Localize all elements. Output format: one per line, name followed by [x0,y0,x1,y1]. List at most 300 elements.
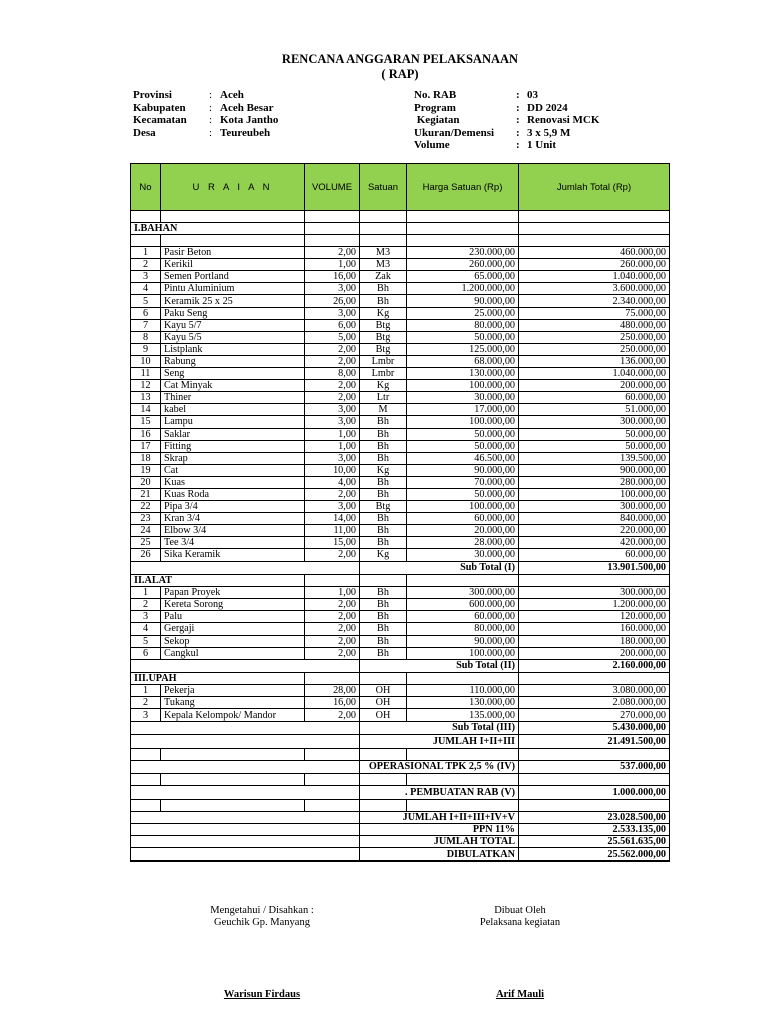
item-volume: 15,00 [305,537,360,549]
table-row [131,599,670,611]
item-total: 300.000,00 [519,501,670,513]
table-row [131,247,670,259]
col-header-no: No [131,164,161,211]
item-no: 26 [131,549,161,561]
blank-cell [131,774,161,786]
item-total: 270.000,00 [519,709,670,721]
blank-cell [161,799,305,811]
item-volume: 1,00 [305,428,360,440]
item-no: 11 [131,368,161,380]
item-unit-price: 125.000,00 [407,343,519,355]
blank-cell [360,799,407,811]
item-unit-price: 110.000,00 [407,685,519,697]
item-volume: 2,00 [305,709,360,721]
preparer-caption: Dibuat Oleh [494,905,546,916]
info-value: 1 Unit [527,139,557,151]
total-row [131,561,670,575]
blank-cell [519,748,670,760]
item-total: 60.000,00 [519,549,670,561]
blank-cell [305,774,360,786]
total-spacer [131,721,360,735]
item-no: 8 [131,331,161,343]
item-volume: 2,00 [305,635,360,647]
table-row [131,476,670,488]
item-total: 420.000,00 [519,537,670,549]
item-total: 60.000,00 [519,392,670,404]
item-unit-price: 100.000,00 [407,380,519,392]
item-unit-price: 130.000,00 [407,697,519,709]
total-row [131,835,670,847]
blank-cell [305,748,360,760]
item-no: 2 [131,599,161,611]
item-volume: 2,00 [305,599,360,611]
blank-row [131,235,670,247]
item-unit: Zak [360,271,407,283]
total-row [131,786,670,800]
item-unit-price: 130.000,00 [407,368,519,380]
info-value: Kota Jantho [220,114,279,126]
item-no: 2 [131,697,161,709]
item-unit-price: 50.000,00 [407,428,519,440]
table-row [131,697,670,709]
table-row [131,307,670,319]
blank-row [131,211,670,223]
blank-cell [407,799,519,811]
total-spacer [131,735,360,749]
blank-cell [360,235,407,247]
total-label: OPERASIONAL TPK 2,5 % (IV) [360,760,519,774]
table-row [131,283,670,295]
blank-cell [161,774,305,786]
item-unit-price: 46.500,00 [407,452,519,464]
blank-cell [161,748,305,760]
item-total: 300.000,00 [519,416,670,428]
item-no: 25 [131,537,161,549]
info-separator: : [516,89,520,101]
item-unit-price: 90.000,00 [407,464,519,476]
item-unit: Bh [360,440,407,452]
item-description: Rabung [161,355,305,367]
table-header-row [131,164,670,211]
total-label: PPN 11% [360,823,519,835]
item-unit: Kg [360,307,407,319]
item-total: 840.000,00 [519,513,670,525]
total-label: Sub Total (I) [360,561,519,575]
table-row [131,513,670,525]
item-unit-price: 230.000,00 [407,247,519,259]
item-total: 280.000,00 [519,476,670,488]
item-total: 1.040.000,00 [519,271,670,283]
item-unit: Lmbr [360,368,407,380]
blank-cell [305,211,360,223]
item-volume: 5,00 [305,331,360,343]
item-unit: Kg [360,464,407,476]
blank-cell [360,575,407,587]
item-volume: 14,00 [305,513,360,525]
item-no: 6 [131,647,161,659]
col-header-harga-satuan: Harga Satuan (Rp) [407,164,519,211]
item-volume: 3,00 [305,283,360,295]
section-title: II.ALAT [131,575,305,587]
info-value: 3 x 5,9 M [527,126,571,139]
total-row [131,659,670,673]
item-description: kabel [161,404,305,416]
item-unit: Bh [360,428,407,440]
item-unit-price: 28.000,00 [407,537,519,549]
item-no: 14 [131,404,161,416]
approver-name: Warisun Firdaus [223,989,301,1000]
item-total: 160.000,00 [519,623,670,635]
item-unit: M [360,404,407,416]
item-total: 2.080.000,00 [519,697,670,709]
item-no: 9 [131,343,161,355]
blank-cell [305,799,360,811]
item-description: Tukang [161,697,305,709]
item-no: 6 [131,307,161,319]
item-description: Keramik 25 x 25 [161,295,305,307]
blank-cell [131,235,161,247]
item-unit: Bh [360,611,407,623]
total-spacer [131,847,360,861]
table-row [131,319,670,331]
item-unit-price: 30.000,00 [407,392,519,404]
item-unit: Bh [360,599,407,611]
item-unit-price: 70.000,00 [407,476,519,488]
item-no: 5 [131,635,161,647]
item-description: Palu [161,611,305,623]
preparer-name: Arif Mauli [495,989,545,1000]
item-unit-price: 25.000,00 [407,307,519,319]
document-title-line2: ( RAP) [381,67,419,81]
item-volume: 2,00 [305,549,360,561]
total-spacer [131,823,360,835]
approver-title: Geuchik Gp. Manyang [214,917,310,928]
item-no: 7 [131,319,161,331]
info-separator: : [209,114,213,126]
col-header-uraian: U R A I A N [161,164,305,211]
info-separator: : [209,126,213,139]
info-label: No. RAB [414,89,457,101]
item-description: Kran 3/4 [161,513,305,525]
table-row [131,488,670,500]
item-total: 100.000,00 [519,488,670,500]
total-row [131,847,670,861]
item-unit-price: 300.000,00 [407,587,519,599]
rap-table [130,163,670,862]
item-unit: Bh [360,452,407,464]
item-description: Kepala Kelompok/ Mandor [161,709,305,721]
total-value: 25.561.635,00 [519,835,670,847]
item-unit-price: 100.000,00 [407,501,519,513]
item-unit: Bh [360,295,407,307]
item-total: 460.000,00 [519,247,670,259]
item-unit: M3 [360,247,407,259]
total-label: . PEMBUATAN RAB (V) [360,786,519,800]
item-unit-price: 20.000,00 [407,525,519,537]
item-description: Elbow 3/4 [161,525,305,537]
item-unit: OH [360,709,407,721]
item-no: 21 [131,488,161,500]
item-total: 900.000,00 [519,464,670,476]
blank-cell [407,748,519,760]
total-row [131,721,670,735]
item-no: 4 [131,283,161,295]
item-total: 51.000,00 [519,404,670,416]
item-unit-price: 50.000,00 [407,488,519,500]
total-value: 5.430.000,00 [519,721,670,735]
total-value: 537.000,00 [519,760,670,774]
total-value: 13.901.500,00 [519,561,670,575]
blank-cell [360,673,407,685]
item-description: Kayu 5/5 [161,331,305,343]
info-label: Kegiatan [414,114,460,126]
item-unit: Kg [360,549,407,561]
item-volume: 3,00 [305,307,360,319]
item-description: Sika Keramik [161,549,305,561]
item-total: 2.340.000,00 [519,295,670,307]
item-unit: Lmbr [360,355,407,367]
total-label: Sub Total (II) [360,659,519,673]
info-separator: : [209,101,213,114]
item-unit: OH [360,685,407,697]
item-total: 3.080.000,00 [519,685,670,697]
item-no: 13 [131,392,161,404]
info-value: DD 2024 [527,101,568,114]
item-volume: 6,00 [305,319,360,331]
total-row [131,735,670,749]
total-label: JUMLAH I+II+III [360,735,519,749]
blank-cell [407,673,519,685]
table-row [131,623,670,635]
item-total: 50.000,00 [519,428,670,440]
info-label: Volume [414,139,450,151]
table-row [131,440,670,452]
item-unit-price: 90.000,00 [407,635,519,647]
item-no: 15 [131,416,161,428]
blank-cell [519,211,670,223]
section-title: I.BAHAN [131,223,305,235]
item-volume: 2,00 [305,611,360,623]
blank-cell [407,235,519,247]
table-row [131,537,670,549]
item-unit: Bh [360,587,407,599]
item-unit-price: 90.000,00 [407,295,519,307]
info-label: Program [414,101,456,114]
item-unit-price: 60.000,00 [407,611,519,623]
info-label: Kecamatan [133,114,187,126]
item-no: 1 [131,247,161,259]
item-description: Pekerja [161,685,305,697]
item-no: 22 [131,501,161,513]
item-no: 1 [131,685,161,697]
item-no: 20 [131,476,161,488]
item-volume: 10,00 [305,464,360,476]
item-description: Pipa 3/4 [161,501,305,513]
item-unit-price: 80.000,00 [407,623,519,635]
blank-cell [519,223,670,235]
blank-cell [407,223,519,235]
item-volume: 3,00 [305,501,360,513]
item-unit-price: 50.000,00 [407,440,519,452]
item-volume: 2,00 [305,392,360,404]
table-row [131,331,670,343]
blank-cell [519,235,670,247]
item-description: Kuas Roda [161,488,305,500]
item-description: Semen Portland [161,271,305,283]
item-total: 136.000,00 [519,355,670,367]
blank-row [131,774,670,786]
item-no: 24 [131,525,161,537]
item-unit-price: 100.000,00 [407,416,519,428]
section-heading-row [131,223,670,235]
table-row [131,549,670,561]
item-unit-price: 60.000,00 [407,513,519,525]
item-unit-price: 135.000,00 [407,709,519,721]
table-row [131,380,670,392]
total-value: 25.562.000,00 [519,847,670,861]
item-unit: Bh [360,635,407,647]
table-row [131,647,670,659]
col-header-volume: VOLUME [305,164,360,211]
blank-row [131,799,670,811]
item-description: Saklar [161,428,305,440]
table-row [131,392,670,404]
item-description: Sekop [161,635,305,647]
item-no: 2 [131,259,161,271]
info-label: Ukuran/Demensi [414,126,495,139]
item-unit-price: 68.000,00 [407,355,519,367]
item-no: 18 [131,452,161,464]
item-description: Papan Proyek [161,587,305,599]
item-unit: Bh [360,623,407,635]
item-volume: 3,00 [305,452,360,464]
blank-cell [519,575,670,587]
table-row [131,635,670,647]
total-label: DIBULATKAN [360,847,519,861]
info-value: Teureubeh [220,126,271,139]
item-description: Gergaji [161,623,305,635]
info-label: Provinsi [133,89,172,101]
item-no: 17 [131,440,161,452]
item-total: 200.000,00 [519,647,670,659]
table-row [131,428,670,440]
approver-caption: Mengetahui / Disahkan : [210,905,314,916]
info-separator: : [516,114,520,126]
blank-cell [161,211,305,223]
item-unit-price: 100.000,00 [407,647,519,659]
item-total: 300.000,00 [519,587,670,599]
item-no: 4 [131,623,161,635]
item-unit: Bh [360,476,407,488]
total-label: JUMLAH I+II+III+IV+V [360,811,519,823]
item-unit-price: 30.000,00 [407,549,519,561]
table-row [131,452,670,464]
item-unit-price: 65.000,00 [407,271,519,283]
blank-cell [360,223,407,235]
blank-cell [161,235,305,247]
blank-cell [305,575,360,587]
item-volume: 11,00 [305,525,360,537]
item-total: 1.040.000,00 [519,368,670,380]
total-label: JUMLAH TOTAL [360,835,519,847]
item-unit: Bh [360,416,407,428]
blank-cell [305,673,360,685]
item-description: Pasir Beton [161,247,305,259]
info-label: Desa [133,126,156,139]
item-total: 1.200.000,00 [519,599,670,611]
blank-cell [131,748,161,760]
item-volume: 2,00 [305,247,360,259]
item-unit: Ltr [360,392,407,404]
item-description: Cat Minyak [161,380,305,392]
item-unit: Bh [360,647,407,659]
section-heading-row [131,673,670,685]
item-unit: Btg [360,501,407,513]
item-no: 10 [131,355,161,367]
item-volume: 1,00 [305,440,360,452]
total-value: 2.533.135,00 [519,823,670,835]
total-row [131,760,670,774]
blank-cell [407,575,519,587]
info-value: Renovasi MCK [527,114,600,126]
item-total: 220.000,00 [519,525,670,537]
item-description: Fitting [161,440,305,452]
item-no: 23 [131,513,161,525]
table-row [131,271,670,283]
table-row [131,368,670,380]
info-value: 03 [527,89,538,101]
table-row [131,525,670,537]
col-header-satuan: Satuan [360,164,407,211]
table-row [131,685,670,697]
item-description: Kerikil [161,259,305,271]
blank-cell [360,211,407,223]
item-volume: 4,00 [305,476,360,488]
total-value: 23.028.500,00 [519,811,670,823]
blank-row [131,748,670,760]
table-row [131,259,670,271]
item-description: Skrap [161,452,305,464]
blank-cell [519,673,670,685]
total-value: 1.000.000,00 [519,786,670,800]
item-volume: 16,00 [305,271,360,283]
item-volume: 1,00 [305,587,360,599]
table-row [131,295,670,307]
total-spacer [131,786,360,800]
item-volume: 2,00 [305,623,360,635]
item-no: 3 [131,611,161,623]
item-unit: Bh [360,283,407,295]
item-unit: Bh [360,488,407,500]
item-total: 120.000,00 [519,611,670,623]
item-volume: 28,00 [305,685,360,697]
item-no: 16 [131,428,161,440]
item-volume: 8,00 [305,368,360,380]
info-separator: : [516,101,520,114]
info-separator: : [516,139,520,151]
table-row [131,501,670,513]
item-volume: 2,00 [305,488,360,500]
item-total: 250.000,00 [519,331,670,343]
item-description: Cangkul [161,647,305,659]
item-total: 75.000,00 [519,307,670,319]
info-separator: : [516,126,520,139]
item-unit-price: 80.000,00 [407,319,519,331]
item-unit: M3 [360,259,407,271]
item-total: 139.500,00 [519,452,670,464]
item-unit-price: 1.200.000,00 [407,283,519,295]
item-description: Seng [161,368,305,380]
